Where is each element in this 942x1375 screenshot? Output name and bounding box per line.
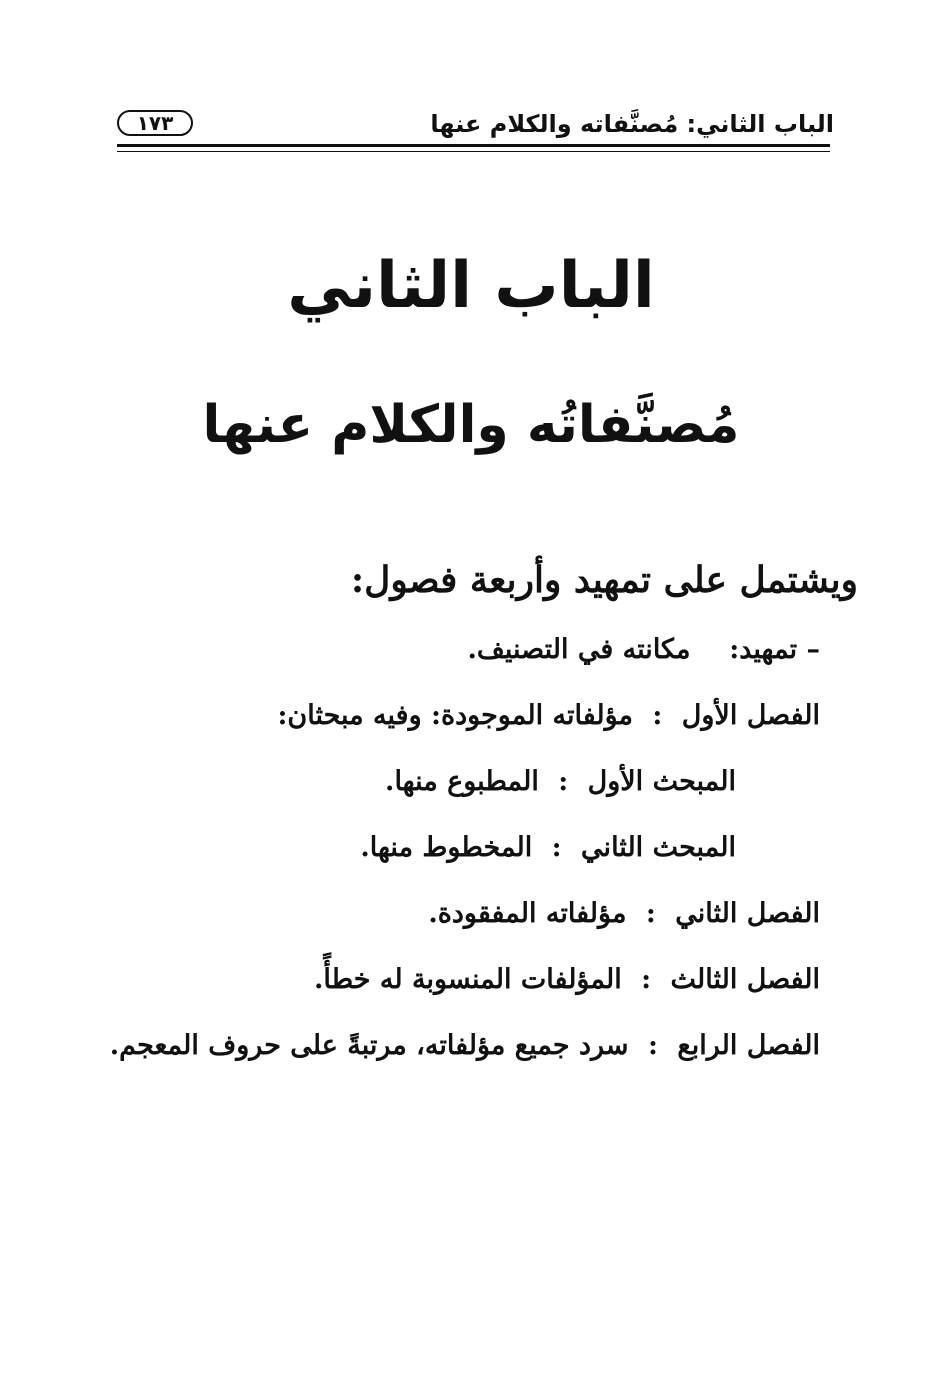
toc-label: المبحث الثاني <box>581 832 736 863</box>
toc-text: مؤلفاته الموجودة: وفيه مبحثان: <box>277 700 633 731</box>
toc-label: – تمهيد: <box>729 634 820 665</box>
toc-item-chapter-2 <box>428 892 820 936</box>
toc-text: المخطوط منها. <box>360 832 533 863</box>
toc-item-section-2 <box>360 826 736 870</box>
toc-text: سرد جميع مؤلفاته، مرتبةً على حروف المعجم. <box>109 1030 629 1061</box>
header-rule-thin <box>117 151 830 152</box>
toc-separator: : <box>652 700 663 731</box>
part-title: الباب الثاني <box>287 249 655 323</box>
toc-separator: : <box>645 898 656 929</box>
toc-item-section-1 <box>385 760 736 804</box>
part-subtitle: مُصنَّفاتُه والكلام عنها <box>202 395 740 455</box>
toc-item-chapter-1 <box>277 694 820 738</box>
toc-separator: : <box>641 964 652 995</box>
header-rule-thick <box>117 144 830 147</box>
page-number: ١٧٣ <box>117 110 193 136</box>
toc-label: الفصل الثالث <box>670 964 820 995</box>
toc-text: مؤلفاته المفقودة. <box>428 898 627 929</box>
running-title: الباب الثاني: مُصنَّفاته والكلام عنها <box>430 110 834 138</box>
toc-label: الفصل الأول <box>681 700 820 731</box>
toc-item-chapter-4 <box>110 1024 820 1068</box>
toc-item-chapter-3 <box>314 958 820 1002</box>
toc-text: مكانته في التصنيف. <box>467 634 691 665</box>
toc-separator: : <box>647 1030 658 1061</box>
toc-text: المؤلفات المنسوبة له خطأً. <box>314 964 622 995</box>
toc-text: المطبوع منها. <box>385 766 539 797</box>
intro-line: ويشتمل على تمهيد وأربعة فصول: <box>350 559 858 601</box>
toc-label: الفصل الثاني <box>675 898 820 929</box>
toc-separator: : <box>551 832 562 863</box>
toc-label: المبحث الأول <box>587 766 736 797</box>
page-header <box>0 0 942 160</box>
toc-item-introduction <box>468 628 820 672</box>
toc-separator: : <box>558 766 569 797</box>
toc-label: الفصل الرابع <box>677 1030 820 1061</box>
